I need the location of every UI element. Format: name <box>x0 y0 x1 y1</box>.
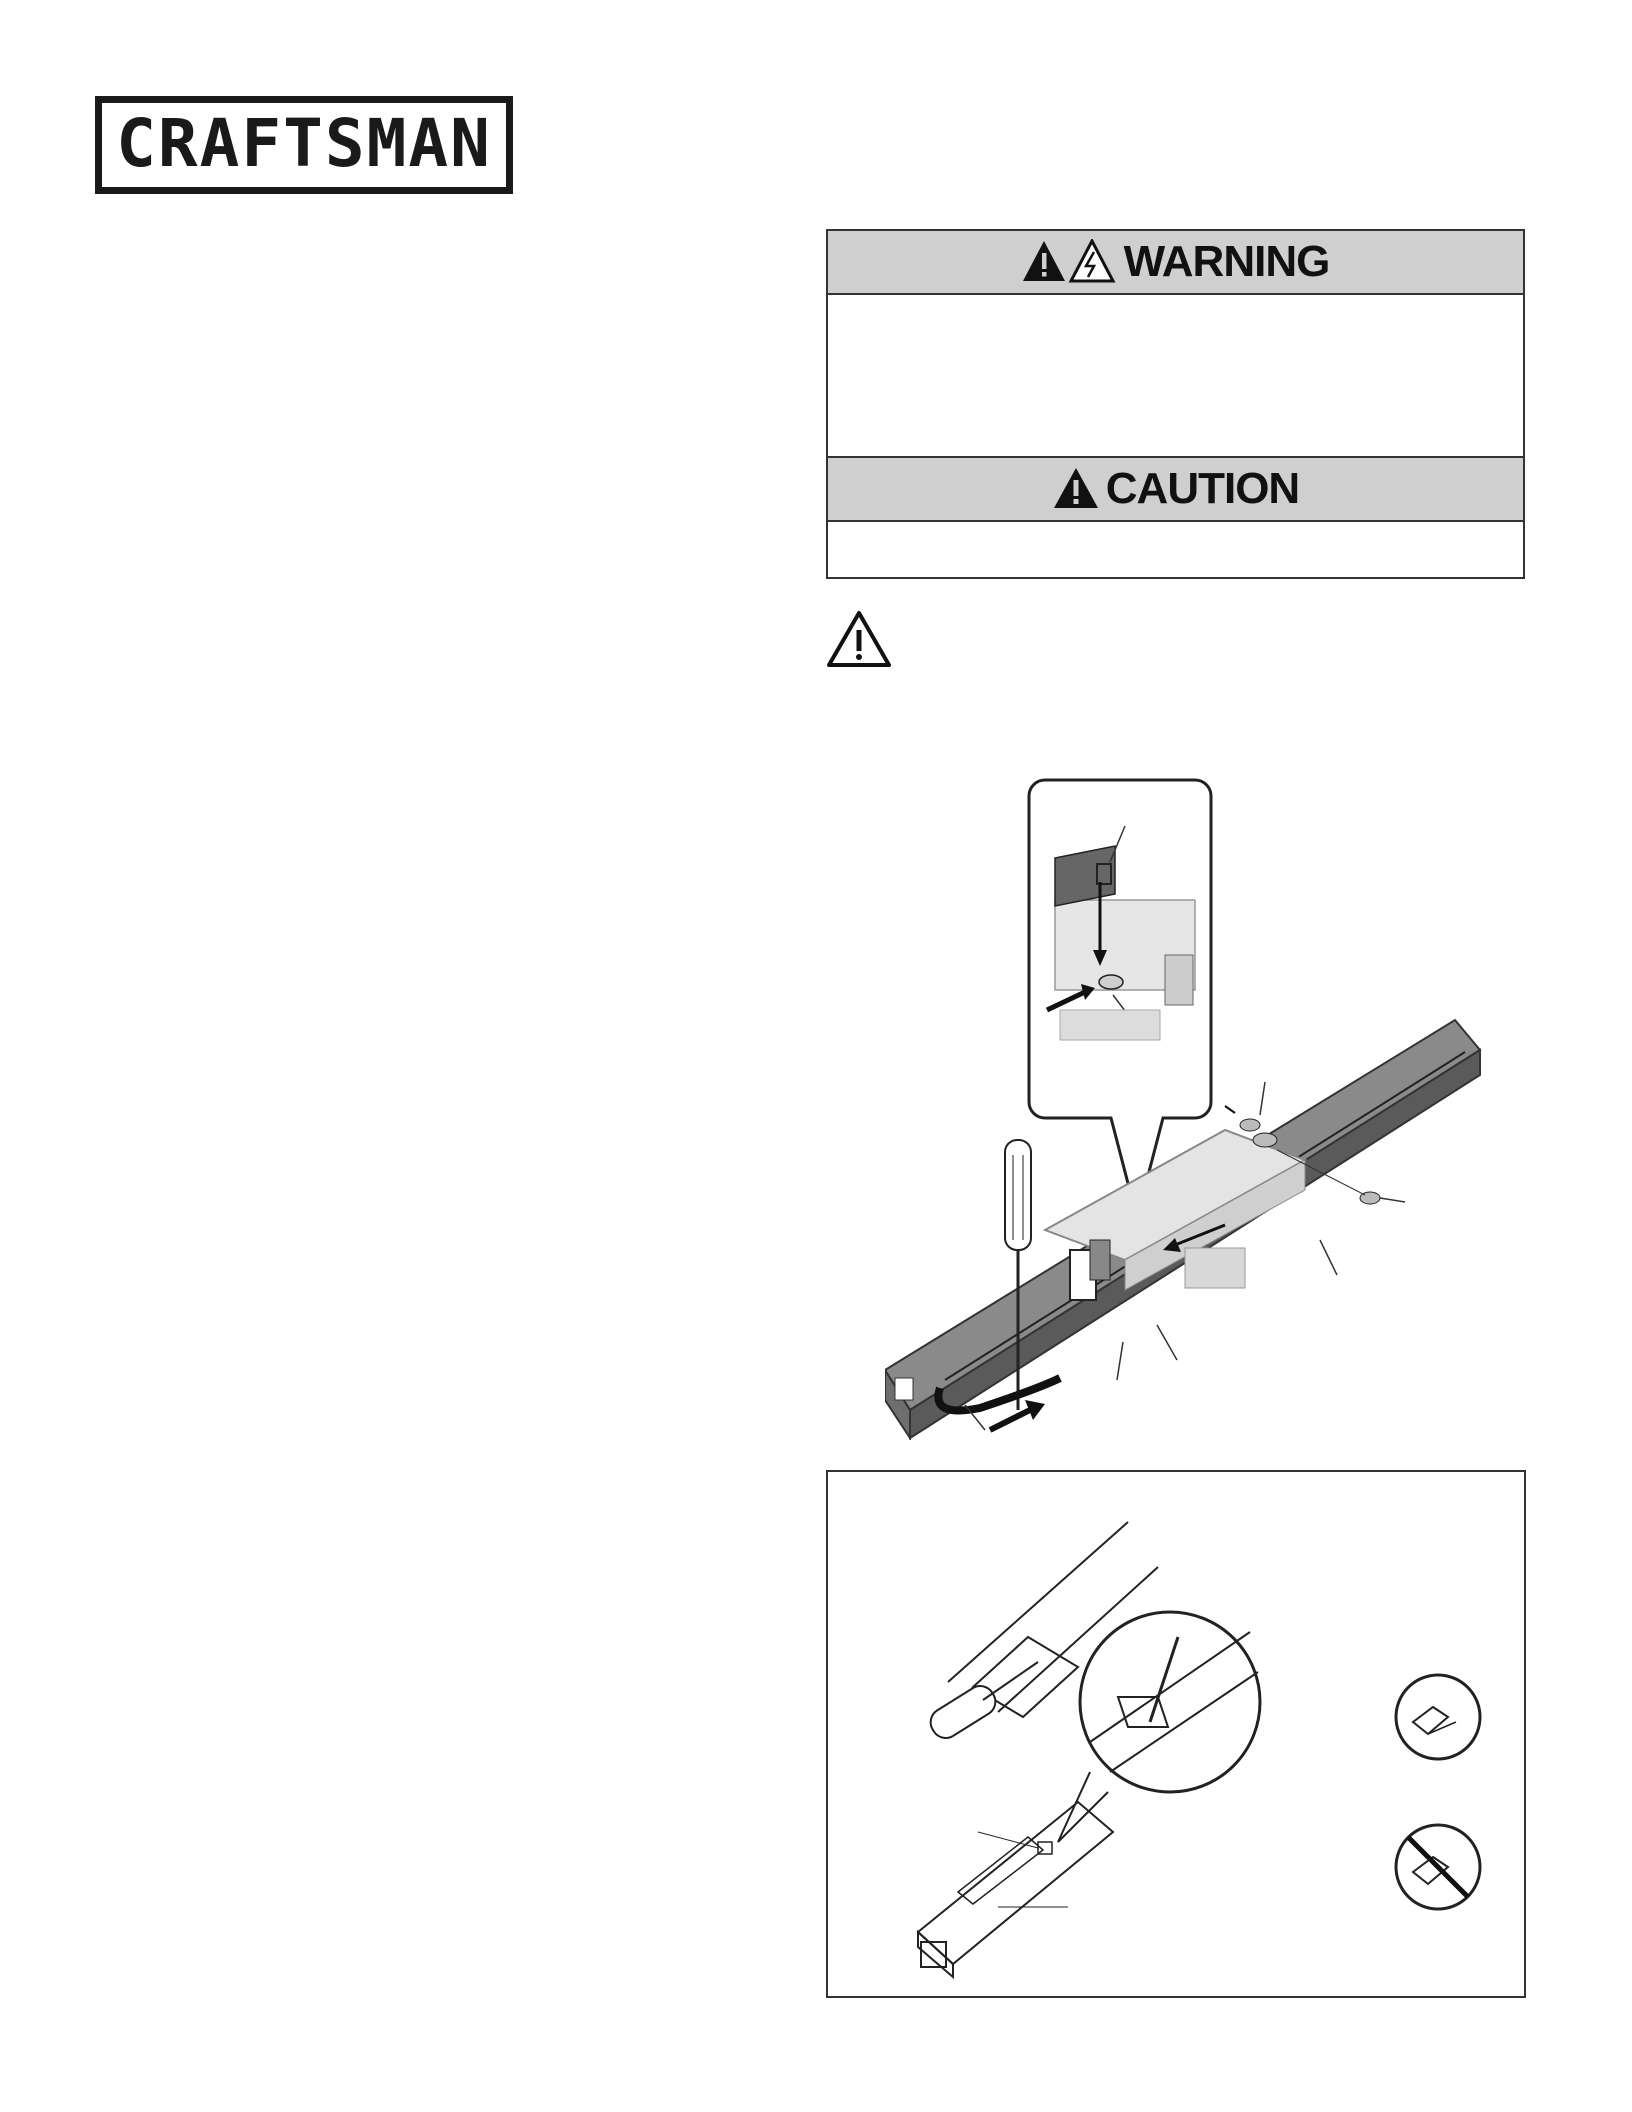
trolley <box>1045 1130 1305 1300</box>
warning-triangle-icon <box>1022 239 1118 285</box>
warning-header <box>828 231 1523 295</box>
electric-shock-icon <box>1071 241 1113 281</box>
safety-notice-box <box>826 229 1525 579</box>
caution-header <box>828 456 1523 522</box>
rail-tab-detail-figure <box>826 1470 1526 1998</box>
warning-label: WARNING <box>1123 237 1330 286</box>
svg-text:CRAFTSMAN: CRAFTSMAN <box>116 110 492 180</box>
alert-triangle-icon <box>826 610 892 668</box>
caution-triangle-icon <box>1052 466 1100 512</box>
rail-assembly-illustration <box>885 770 1485 1440</box>
craftsman-logo <box>95 96 513 194</box>
incorrect-bend-circle <box>1396 1825 1480 1909</box>
rail-tab-detail-illustration <box>828 1472 1524 1996</box>
lower-rail-segment <box>918 1802 1113 1977</box>
craftsman-wordmark <box>114 110 494 180</box>
caution-label: CAUTION <box>1105 464 1300 513</box>
correct-bend-circle <box>1396 1675 1480 1759</box>
magnifier-detail <box>1058 1612 1260 1842</box>
